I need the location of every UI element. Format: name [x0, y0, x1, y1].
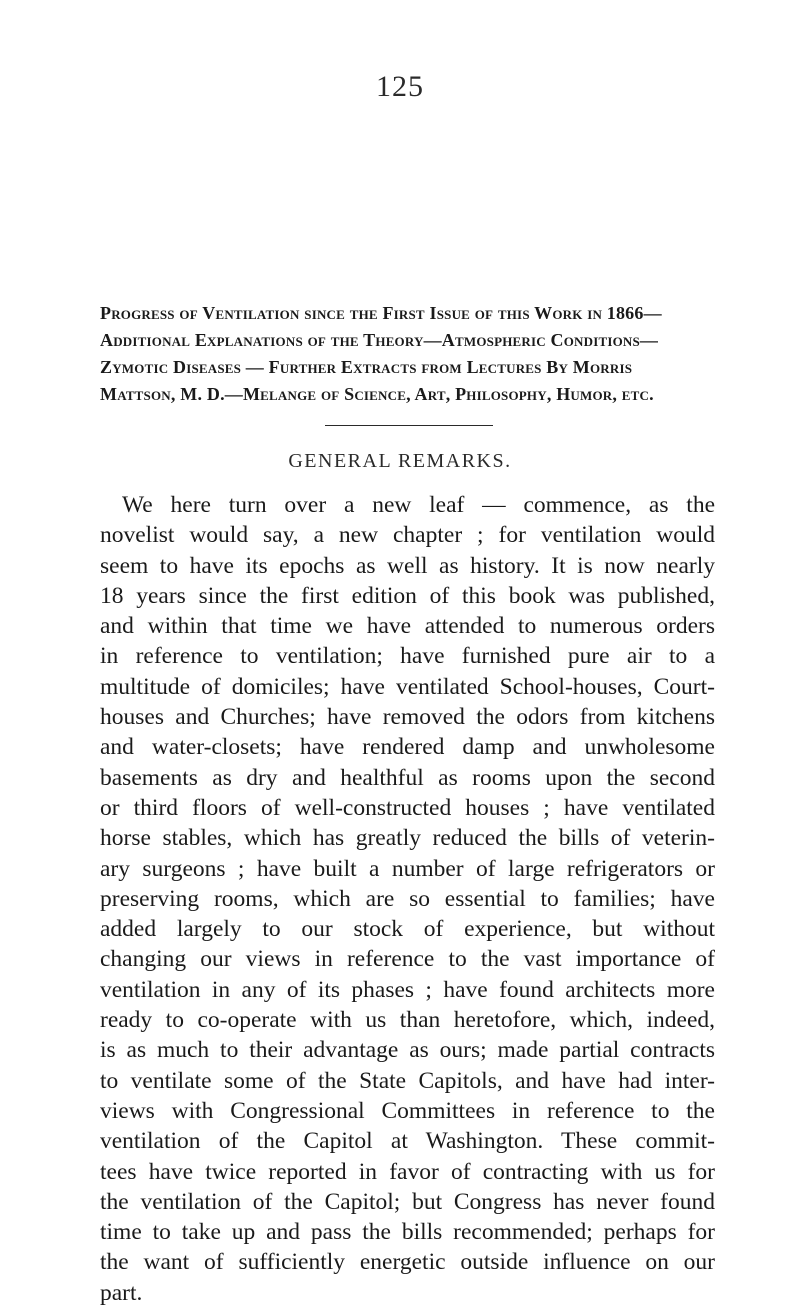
body-line: houses and Churches; have removed the odors from kitchens [100, 704, 715, 731]
body-line: added largely to our stock of experience, but without [100, 916, 715, 943]
body-line: horse stables, which has greatly reduced the bills of veterin- [100, 825, 715, 852]
body-line: ready to co-operate with us than heretofore, which, indeed, [100, 1007, 715, 1034]
section-divider [325, 425, 493, 426]
body-line: ventilation of the Capitol at Washington. These commit- [100, 1128, 715, 1155]
body-line: and within that time we have attended to numerous orders [100, 613, 715, 640]
body-line: part. [100, 1279, 143, 1306]
body-line: or third floors of well-constructed houses ; have ventilated [100, 794, 715, 821]
synopsis-line: Zymotic Diseases — Further Extracts from Lectures By Morris [100, 357, 633, 377]
body-line: the want of sufficiently energetic outside influence on our [100, 1249, 715, 1276]
body-line: basements as dry and healthful as rooms upon the second [100, 764, 715, 791]
synopsis-line: Additional Explanations of the Theory—Atmospheric Conditions— [100, 330, 659, 350]
body-line: to ventilate some of the State Capitols, and have had inter- [100, 1067, 715, 1094]
body-line: seem to have its epochs as well as history. It is now nearly [100, 552, 715, 579]
body-line: multitude of domiciles; have ventilated School-houses, Court- [100, 673, 715, 700]
chapter-synopsis [100, 300, 712, 408]
body-line: ventilation in any of its phases ; have found architects more [100, 976, 715, 1003]
body-line: in reference to ventilation; have furnished pure air to a [100, 643, 715, 670]
body-paragraph [100, 490, 715, 1308]
synopsis-line: Mattson, M. D.—Melange of Science, Art, Philosophy, Humor, etc. [100, 384, 654, 404]
body-line: time to take up and pass the bills recommended; perhaps for [100, 1219, 715, 1246]
body-line: views with Congressional Committees in reference to the [100, 1097, 715, 1124]
body-line: tees have twice reported in favor of contracting with us for [100, 1158, 715, 1185]
page-number: 125 [376, 70, 424, 103]
body-line: preserving rooms, which are so essential to families; have [100, 885, 715, 912]
body-line: novelist would say, a new chapter ; for ventilation would [100, 522, 715, 549]
body-line: is as much to their advantage as ours; made partial contracts [100, 1037, 715, 1064]
synopsis-line: Progress of Ventilation since the First Issue of this Work in 1866— [100, 303, 662, 323]
body-line: ary surgeons ; have built a number of large refrigerators or [100, 855, 715, 882]
body-line: 18 years since the first edition of this book was published, [100, 582, 715, 609]
body-line: and water-closets; have rendered damp and unwholesome [100, 734, 715, 761]
body-line: changing our views in reference to the vast importance of [100, 946, 715, 973]
section-heading: GENERAL REMARKS. [288, 450, 512, 472]
body-line: We here turn over a new leaf — commence, as the [122, 492, 715, 518]
body-line: the ventilation of the Capitol; but Congress has never found [100, 1188, 715, 1215]
